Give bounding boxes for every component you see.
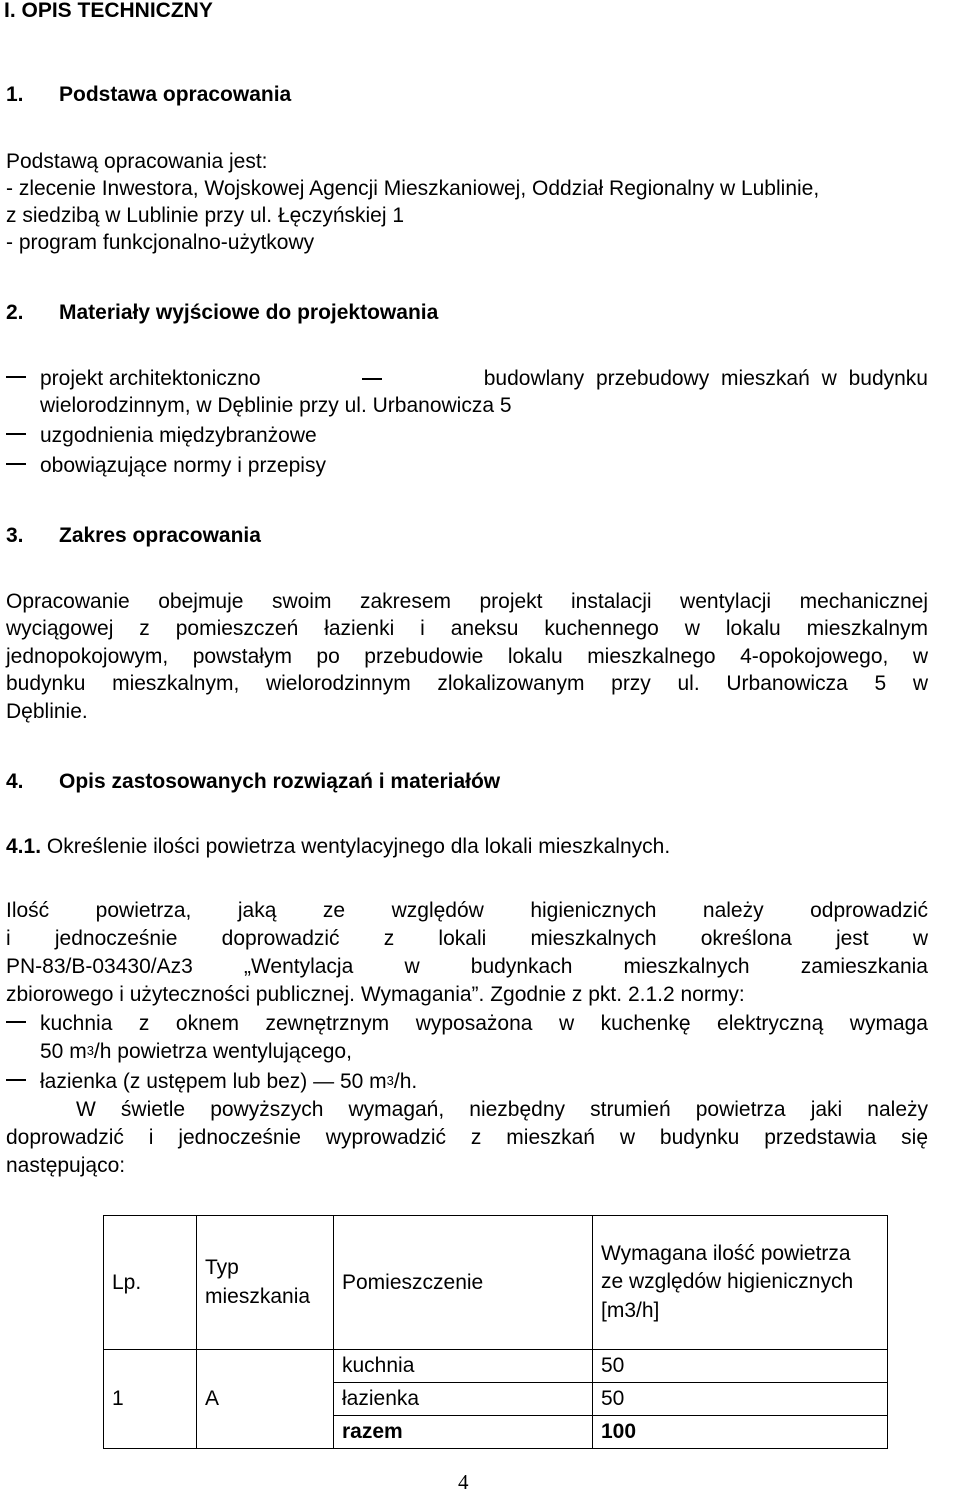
- subsection-4-1: [6, 836, 670, 857]
- table-header-row: [104, 1216, 888, 1350]
- cell-typ: A: [197, 1350, 334, 1449]
- section-2-item-2: uzgodnienia międzybranżowe: [40, 424, 317, 447]
- section-4-title: Opis zastosowanych rozwiązań i materiałów: [59, 770, 501, 793]
- section-3-para-line-3: jednopokojowym, powstałym po przebudowie lokalu mieszkalnego 4-opokojowego, w: [6, 645, 928, 668]
- section-1-line-3: - program funkcjonalno-użytkowy: [6, 231, 315, 254]
- summary-para-line-3: następująco:: [6, 1154, 126, 1177]
- section-3-para-line-2: wyciągowej z pomieszczeń łazienki i aneksu kuchennego w lokalu mieszkalnym: [6, 617, 928, 640]
- cell-room: łazienka: [334, 1383, 593, 1416]
- dash-bullet: [6, 1071, 26, 1092]
- header-typ-mieszkania: Typ mieszkania: [197, 1216, 334, 1350]
- header-pomieszczenie: Pomieszczenie: [334, 1216, 593, 1350]
- section-4-para-line-3: PN-83/B-03430/Az3 „Wentylacja w budynkach mieszkalnych zamieszkania: [6, 955, 928, 978]
- requirement-kitchen-line-1: kuchnia z oknem zewnętrznym wyposażona w kuchenkę elektryczną wymaga: [40, 1012, 928, 1035]
- section-2-item-3: obowiązujące normy i przepisy: [40, 454, 326, 477]
- ventilation-table: [103, 1215, 888, 1449]
- section-2-number: 2.: [6, 301, 24, 324]
- section-2-item-1-line-1: projekt architektoniczno budowlany przebudowy mieszkań w budynku: [40, 367, 928, 390]
- section-1-line-2: z siedzibą w Lublinie przy ul. Łęczyńskiej 1: [6, 204, 405, 227]
- cell-room-total: razem: [334, 1416, 593, 1449]
- section-4-para-line-2: i jednocześnie doprowadzić z lokali mieszkalnych określona jest w: [6, 927, 928, 950]
- section-3-para-line-4: budynku mieszkalnym, wielorodzinnym zlokalizowanym przy ul. Urbanowicza 5 w: [6, 672, 928, 695]
- section-2-item-1-line-2: wielorodzinnym, w Dęblinie przy ul. Urbanowicza 5: [40, 394, 512, 417]
- cell-value: 50: [593, 1383, 888, 1416]
- requirement-kitchen-line-2: 50 $m^3/h$ powietrza wentylującego,: [40, 1040, 352, 1063]
- section-1-intro: Podstawą opracowania jest:: [6, 150, 268, 173]
- header-wymagana-ilosc: Wymagana ilość powietrza ze względów higienicznych [m3/h]: [593, 1216, 888, 1350]
- section-4-para-line-1: Ilość powietrza, jaką ze względów higienicznych należy odprowadzić: [6, 899, 928, 922]
- subsection-4-1-title: Określenie ilości powietrza wentylacyjnego dla lokali mieszkalnych.: [46, 835, 671, 858]
- section-3-number: 3.: [6, 524, 24, 547]
- dash-bullet: [6, 1013, 26, 1034]
- cell-value: 50: [593, 1350, 888, 1383]
- cell-value-total: 100: [593, 1416, 888, 1449]
- page-number: 4: [458, 1470, 469, 1494]
- section-1-number: 1.: [6, 83, 24, 106]
- section-3-para-line-1: Opracowanie obejmuje swoim zakresem projekt instalacji wentylacji mechanicznej: [6, 590, 928, 613]
- header-lp: Lp.: [104, 1216, 197, 1350]
- summary-para-line-1: W świetle powyższych wymagań, niezbędny strumień powietrza jaki należy: [76, 1098, 928, 1121]
- dash-bullet: [6, 368, 26, 389]
- cell-lp: 1: [104, 1350, 197, 1449]
- main-heading: I. OPIS TECHNICZNY: [4, 0, 213, 22]
- section-2-title: Materiały wyjściowe do projektowania: [59, 301, 439, 324]
- dash-bullet: [6, 455, 26, 476]
- dash-bullet: [6, 425, 26, 446]
- section-1-line-1: - zlecenie Inwestora, Wojskowej Agencji Mieszkaniowej, Oddział Regionalny w Lublinie,: [6, 177, 820, 200]
- section-4-para-line-4: zbiorowego i użyteczności publicznej. Wymagania”. Zgodnie z pkt. 2.1.2 normy:: [6, 983, 745, 1006]
- table-row: [104, 1350, 888, 1383]
- section-3-para-line-5: Dęblinie.: [6, 700, 88, 723]
- dash-separator: [362, 378, 382, 380]
- requirement-bathroom: łazienka (z ustępem lub bez) — 50 $m^3/h$.: [40, 1070, 418, 1093]
- summary-para-line-2: doprowadzić i jednocześnie wyprowadzić z mieszkań w budynku przedstawia się: [6, 1126, 928, 1149]
- section-1-title: Podstawa opracowania: [59, 83, 292, 106]
- section-3-title: Zakres opracowania: [59, 524, 261, 547]
- subsection-4-1-number: 4.1.: [6, 835, 42, 858]
- cell-room: kuchnia: [334, 1350, 593, 1383]
- section-4-number: 4.: [6, 770, 24, 793]
